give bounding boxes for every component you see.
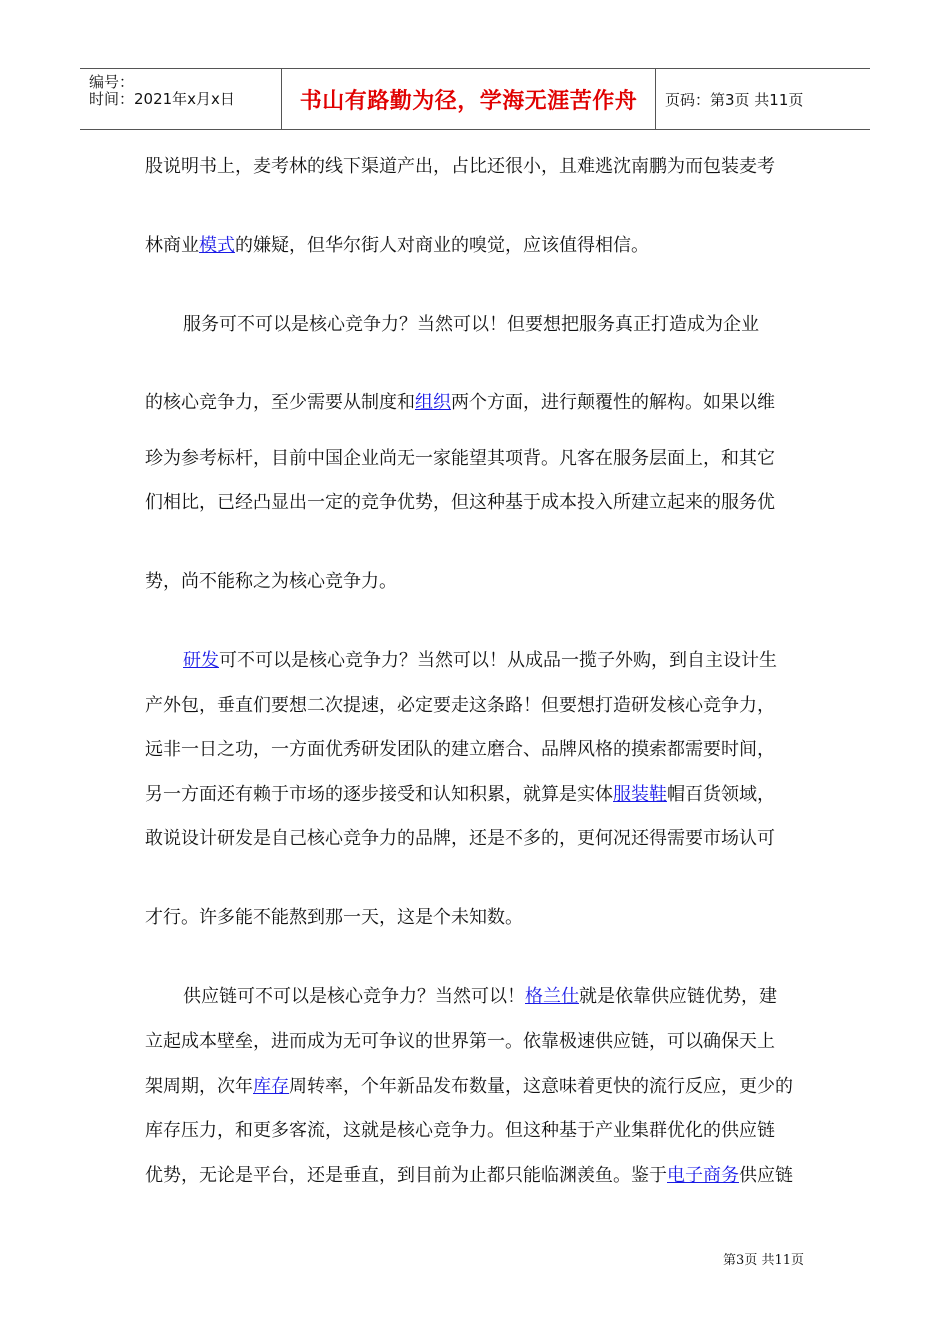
link-zuzhi[interactable]: 组织 <box>415 392 451 413</box>
text-line: 优势，无论是平台，还是垂直，到目前为止都只能临渊羡鱼。鉴于电子商务供应链 <box>145 1165 793 1186</box>
text-line: 立起成本壁垒，进而成为无可争议的世界第一。依靠极速供应链，可以确保天上 <box>145 1031 775 1052</box>
text-line: 另一方面还有赖于市场的逐步接受和认知积累，就算是实体服装鞋帽百货领域， <box>145 784 775 805</box>
text-line: 远非一日之功，一方面优秀研发团队的建立磨合、品牌风格的摸索都需要时间， <box>145 739 775 760</box>
link-gelanshi[interactable]: 格兰仕 <box>525 986 579 1007</box>
text-line: 敢说设计研发是自己核心竞争力的品牌，还是不多的，更何况还得需要市场认可 <box>145 828 775 849</box>
text-line: 架周期，次年库存周转率，个年新品发布数量，这意味着更快的流行反应，更少的 <box>145 1076 793 1097</box>
text-line: 研发可不可以是核心竞争力？当然可以！从成品一揽子外购，到自主设计生 <box>183 650 777 671</box>
link-yanfa[interactable]: 研发 <box>183 650 219 671</box>
date-label: 时间：2021年x月x日 <box>89 90 235 108</box>
header-page-info: 页码：第3页 共11页 <box>665 90 804 109</box>
link-dianzishangwu[interactable]: 电子商务 <box>667 1165 739 1186</box>
number-label: 编号： <box>89 73 135 91</box>
text-line: 珍为参考标杆，目前中国企业尚无一家能望其项背。凡客在服务层面上，和其它 <box>145 448 775 469</box>
text-line: 产外包，垂直们要想二次提速，必定要走这条路！但要想打造研发核心竞争力， <box>145 695 775 716</box>
text-line: 的核心竞争力，至少需要从制度和组织两个方面，进行颠覆性的解构。如果以维 <box>145 392 775 413</box>
link-kucun[interactable]: 库存 <box>253 1076 289 1097</box>
header-page-cell <box>656 69 870 129</box>
text-line: 林商业模式的嫌疑，但华尔街人对商业的嗅觉，应该值得相信。 <box>145 235 649 256</box>
page-footer: 第3页 共11页 <box>723 1253 804 1268</box>
text-line: 们相比，已经凸显出一定的竞争优势，但这种基于成本投入所建立起来的服务优 <box>145 492 775 513</box>
text-line: 库存压力，和更多客流，这就是核心竞争力。但这种基于产业集群优化的供应链 <box>145 1120 775 1141</box>
header-meta <box>80 69 280 129</box>
text-line: 势，尚不能称之为核心竞争力。 <box>145 571 397 592</box>
link-moshi[interactable]: 模式 <box>199 235 235 256</box>
page-header-table <box>80 68 870 130</box>
header-motto-cell <box>281 69 656 129</box>
header-motto: 书山有路勤为径，学海无涯苦作舟 <box>299 88 638 114</box>
text-line: 才行。许多能不能熬到那一天，这是个未知数。 <box>145 907 523 928</box>
link-fuzhuangxie[interactable]: 服装鞋 <box>613 784 667 805</box>
text-line: 股说明书上，麦考林的线下渠道产出，占比还很小，且难逃沈南鹏为而包装麦考 <box>145 156 775 177</box>
text-line: 服务可不可以是核心竞争力？当然可以！但要想把服务真正打造成为企业 <box>183 314 759 335</box>
text-line: 供应链可不可以是核心竞争力？当然可以！格兰仕就是依靠供应链优势，建 <box>183 986 777 1007</box>
